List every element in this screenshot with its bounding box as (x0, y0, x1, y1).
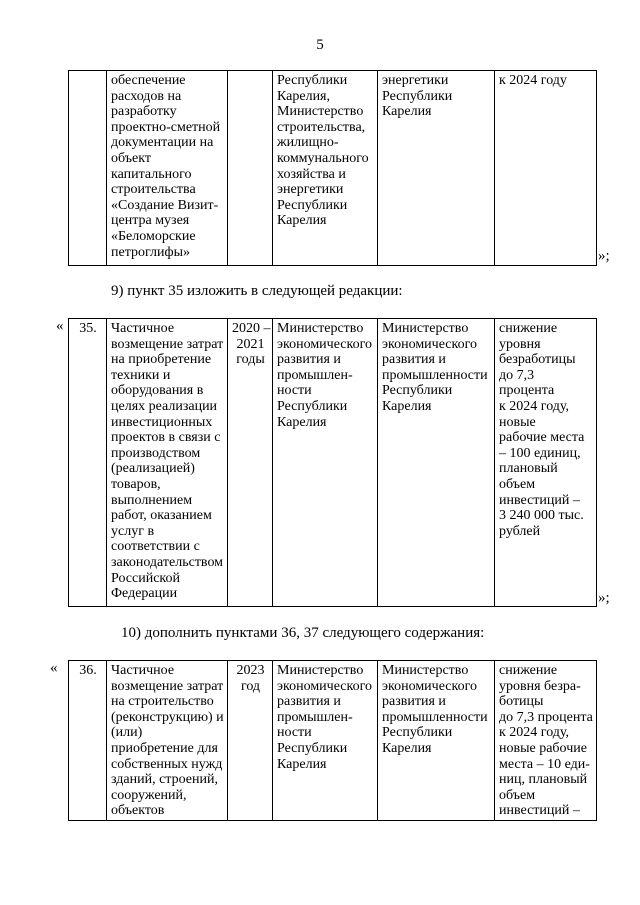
table-row (69, 319, 597, 607)
cell-text-line: сооружений, (111, 787, 187, 803)
cell-text-line: экономического (277, 678, 372, 694)
cell-text-line: объем (499, 476, 536, 492)
cell-text-line: (реконструкцию) и (111, 709, 224, 725)
cell-text-line: плановый (499, 461, 558, 477)
cell-text-line: безработицы (499, 352, 576, 368)
cell-text-line: услуг в (111, 523, 155, 539)
cell-text-line: (реализацией) (111, 461, 195, 477)
cell-text-line: год (240, 678, 261, 694)
cell-text-line: техники и (111, 367, 171, 383)
closing-quote: »; (598, 590, 610, 606)
cell-result (495, 661, 597, 821)
cell-text-line: обеспечение (111, 73, 186, 88)
cell-text-line: 3 240 000 тыс. (499, 508, 584, 524)
opening-quote: « (50, 660, 58, 676)
cell-text-line: Частичное (111, 321, 175, 336)
cell-text-line: промышленности (382, 709, 488, 725)
cell-text-line: ботицы (499, 694, 544, 710)
cell-responsible (273, 661, 378, 821)
cell-text-line: экономического (382, 678, 477, 694)
cell-text-line: Карелия (277, 414, 327, 430)
cell-text-line: рублей (499, 523, 541, 539)
cell-text-line: объектов (111, 803, 165, 819)
cell-text-line: уровня безра- (499, 678, 581, 694)
cell-text-line: Карелия (277, 213, 327, 229)
cell-text-line: ниц, плановый (499, 772, 588, 788)
cell-number: 35. (69, 319, 107, 607)
cell-text-line: центра музея (111, 213, 190, 229)
cell-text-line: энергетики (277, 182, 344, 198)
cell-text-line: уровня (499, 336, 541, 352)
cell-text-line: к 2024 году, (499, 725, 570, 741)
table-item-35 (68, 318, 597, 607)
cell-text-line: экономического (277, 336, 372, 352)
cell-text-line: – 100 единиц, (499, 445, 581, 461)
cell-text-line: экономического (382, 336, 477, 352)
cell-text-line: петроглифы» (111, 244, 190, 260)
cell-text-line: Карелия (382, 104, 432, 120)
cell-text-line: рабочие места (499, 430, 585, 446)
cell-text-line: 2020 – (232, 321, 271, 336)
cell-text-line: Республики (382, 383, 453, 399)
cell-text-line: проектно-сметной (111, 119, 221, 135)
paragraph-item-9: 9) пункт 35 изложить в следующей редакции: (111, 283, 403, 299)
cell-text-line: инвестиций – (499, 803, 580, 819)
cell-text-line: Федерации (111, 586, 178, 602)
cell-text-line: ности (277, 725, 312, 741)
cell-text-line: возмещение затрат (111, 336, 224, 352)
cell-participants (378, 71, 495, 266)
cell-text-line: Российской (111, 570, 180, 586)
cell-years (228, 661, 273, 821)
cell-text-line: целях реализации (111, 398, 218, 414)
cell-text-line: производством (111, 445, 201, 461)
cell-text-line: снижение (499, 663, 558, 678)
cell-text-line: развития и (277, 352, 341, 368)
cell-text-line: строительства (111, 182, 196, 198)
paragraph-item-10: 10) дополнить пунктами 36, 37 следующего содержания: (121, 625, 485, 641)
cell-text-line: (или) (111, 725, 143, 741)
cell-text-line: Республики (382, 725, 453, 741)
cell-text-line: новые (499, 414, 536, 430)
cell-responsible (273, 319, 378, 607)
cell-text-line: жилищно- (277, 135, 339, 151)
table-item-36 (68, 660, 597, 821)
cell-text-line: расходов на (111, 88, 182, 104)
cell-text-line: Частичное (111, 663, 175, 678)
cell-text-line: коммунального (277, 150, 369, 166)
cell-text-line: Карелия (277, 756, 327, 772)
cell-text-line: зданий, строений, (111, 772, 218, 788)
cell-number: 36. (69, 661, 107, 821)
cell-text-line: до 7,3 (499, 367, 535, 383)
cell-description (107, 319, 228, 607)
cell-number (69, 71, 107, 266)
closing-quote: »; (598, 248, 610, 264)
cell-text-line: законодательством (111, 554, 224, 570)
cell-text-line: товаров, (111, 476, 161, 492)
cell-text-line: к 2024 году, (499, 398, 570, 414)
cell-text-line: Карелия (382, 740, 432, 756)
cell-text-line: Республики (382, 88, 453, 104)
table-row (69, 661, 597, 821)
cell-text-line: места – 10 еди- (499, 756, 590, 772)
cell-text-line: на приобретение (111, 352, 212, 368)
cell-text-line: новые рабочие (499, 740, 587, 756)
cell-text-line: 2021 (236, 336, 265, 352)
cell-text-line: объект (111, 150, 151, 166)
cell-text-line: Министерство (277, 663, 364, 678)
cell-text-line: Карелия, (277, 88, 330, 104)
cell-text-line: снижение (499, 321, 558, 336)
cell-text-line: документации на (111, 135, 214, 151)
cell-description (107, 71, 228, 266)
cell-text-line: на строительство (111, 694, 214, 710)
cell-text-line: промышленности (382, 367, 488, 383)
cell-result (495, 319, 597, 607)
cell-text-line: хозяйства и (277, 166, 346, 182)
cell-text-line: разработку (111, 104, 177, 120)
cell-text-line: приобретение для (111, 740, 218, 756)
cell-text-line: Министерство (277, 104, 364, 120)
cell-text-line: к 2024 году (499, 73, 567, 88)
cell-result (495, 71, 597, 266)
cell-text-line: развития и (382, 694, 446, 710)
page-number: 5 (316, 37, 324, 53)
cell-text-line: строительства, (277, 119, 366, 135)
cell-text-line: промышлен- (277, 367, 353, 383)
cell-years (228, 319, 273, 607)
cell-text-line: развития и (277, 694, 341, 710)
cell-text-line: проектов в связи с (111, 430, 221, 446)
cell-text-line: процента (499, 383, 555, 399)
cell-text-line: работ, оказанием (111, 508, 212, 524)
cell-text-line: Республики (277, 398, 348, 414)
table-fragment-1 (68, 70, 597, 266)
cell-participants (378, 319, 495, 607)
cell-text-line: годы (236, 352, 265, 368)
cell-text-line: объем (499, 787, 536, 803)
cell-text-line: возмещение затрат (111, 678, 224, 694)
cell-text-line: Министерство (277, 321, 364, 336)
cell-text-line: Республики (277, 197, 348, 213)
cell-text-line: развития и (382, 352, 446, 368)
cell-text-line: капитального (111, 166, 192, 182)
cell-text-line: оборудования в (111, 383, 204, 399)
cell-text-line: Республики (277, 740, 348, 756)
cell-text-line: 2023 (236, 663, 265, 678)
cell-text-line: Карелия (382, 398, 432, 414)
cell-text-line: промышлен- (277, 709, 353, 725)
cell-text-line: энергетики (382, 73, 449, 88)
cell-text-line: инвестиций – (499, 492, 580, 508)
cell-text-line: собственных нужд (111, 756, 223, 772)
cell-participants (378, 661, 495, 821)
cell-text-line: выполнением (111, 492, 193, 508)
opening-quote: « (56, 318, 64, 334)
cell-text-line: соответствии с (111, 539, 200, 555)
cell-text-line: Министерство (382, 321, 469, 336)
cell-text-line: ности (277, 383, 312, 399)
cell-text-line: до 7,3 процента (499, 709, 593, 725)
cell-text-line: «Беломорские (111, 228, 196, 244)
cell-text-line: «Создание Визит- (111, 197, 219, 213)
cell-responsible (273, 71, 378, 266)
cell-description (107, 661, 228, 821)
table-row (69, 71, 597, 266)
cell-years (228, 71, 273, 266)
cell-text-line: инвестиционных (111, 414, 213, 430)
cell-text-line: Республики (277, 73, 348, 88)
cell-text-line: Министерство (382, 663, 469, 678)
